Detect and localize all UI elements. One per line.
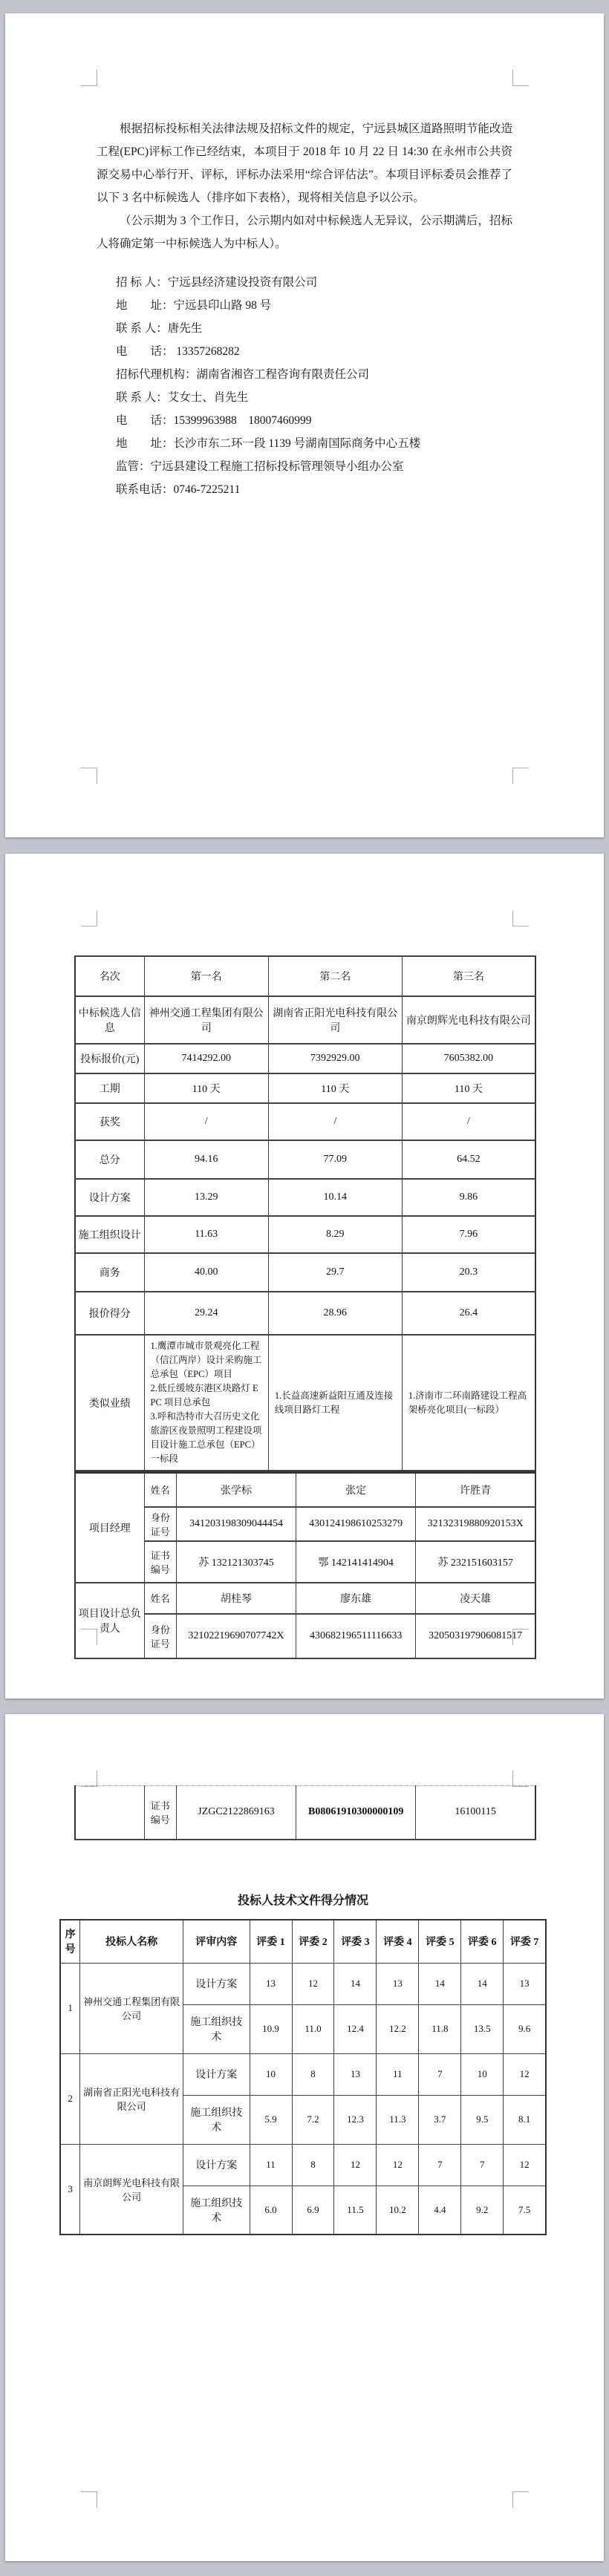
person-value-cell: 张定 [296, 1473, 416, 1507]
candidate-value-cell: 7392929.00 [268, 1044, 402, 1073]
achievement-item: 1.长益高速新益阳互通及连接线项目路灯工程 [274, 1390, 394, 1415]
score-cell: 8 [292, 2144, 334, 2186]
score-cell: 5.9 [250, 2095, 292, 2144]
person-value-cell: 32132319880920153X [416, 1507, 535, 1541]
person-value-cell: 张学标 [176, 1473, 296, 1507]
criteria-label-cell: 设计方案 [183, 2144, 250, 2186]
score-cell: 13 [377, 1963, 419, 2004]
score-cell: 10.9 [250, 2004, 292, 2053]
score-header-cell: 评委 2 [292, 1920, 334, 1963]
section-label-cell: 项目经理 [75, 1473, 144, 1583]
contact-line: 地 址：宁远县印山路 98 号 [116, 299, 272, 312]
contact-line: 招标代理机构：湖南省湘咨工程咨询有限责任公司 [116, 368, 370, 381]
score-cell: 6.0 [250, 2186, 292, 2235]
personnel-table [74, 1471, 536, 1659]
score-cell: 13 [504, 1963, 546, 2004]
candidate-value-cell: 77.09 [268, 1140, 402, 1179]
candidate-value-cell: 40.00 [144, 1253, 268, 1292]
score-header-cell: 序号 [60, 1920, 80, 1963]
candidate-value-cell: 29.7 [268, 1253, 402, 1292]
score-cell: 11 [250, 2144, 292, 2186]
field-label-cell: 身份证号 [144, 1614, 176, 1658]
score-cell: 13 [250, 1963, 292, 2004]
achievement-cell [144, 1335, 268, 1471]
bidder-no-cell: 3 [60, 2144, 80, 2235]
person-value-cell: 许胜青 [416, 1473, 535, 1507]
candidate-value-cell: 7.96 [402, 1216, 535, 1253]
certificate-value-cell: B08061910300000109 [296, 1786, 416, 1840]
score-cell: 9.6 [504, 2004, 546, 2053]
candidate-tables-wrap [74, 955, 536, 1659]
score-cell: 3.7 [419, 2095, 461, 2144]
margin-corner-mark [512, 70, 529, 86]
score-cell: 11.8 [419, 2004, 461, 2053]
row-label-cell: 获奖 [75, 1103, 144, 1140]
margin-corner-mark [81, 70, 97, 86]
score-cell: 7.5 [504, 2186, 546, 2235]
person-value-cell: 廖东雄 [296, 1583, 416, 1614]
rank-header-cell: 第三名 [402, 956, 535, 996]
field-label-cell: 身份证号 [144, 1507, 176, 1541]
row-label-cell: 报价得分 [75, 1292, 144, 1335]
row-label-cell: 中标候选人信息 [75, 996, 144, 1044]
candidate-value-cell: 29.24 [144, 1292, 268, 1335]
score-header-cell: 投标人名称 [80, 1920, 183, 1963]
row-label-cell: 工期 [75, 1073, 144, 1103]
page-2 [5, 854, 604, 1699]
score-cell: 10 [461, 2053, 504, 2095]
score-cell: 12 [334, 2144, 377, 2186]
candidate-value-cell: 13.29 [144, 1179, 268, 1216]
rank-label-cell: 名次 [75, 956, 144, 996]
achievement-item: 2.低丘缓坡东港区块路灯 EPC 项目总承包 [150, 1383, 258, 1408]
person-value-cell: 341203198309044454 [176, 1507, 296, 1541]
candidate-value-cell: 94.16 [144, 1140, 268, 1179]
field-label-cell: 证书编号 [144, 1541, 176, 1583]
person-value-cell: 430124198610253279 [296, 1507, 416, 1541]
achievement-item: 1.鹰潭市城市景观亮化工程（信江两岸）设计采购施工总承包（EPC）项目 [150, 1341, 262, 1379]
score-cell: 10 [250, 2053, 292, 2095]
row-label-cell: 投标报价(元) [75, 1044, 144, 1073]
candidate-value-cell: 110 天 [402, 1073, 535, 1103]
score-cell: 12 [292, 1963, 334, 2004]
section-label-cell: 项目设计总负责人 [75, 1583, 144, 1658]
technical-score-table [59, 1919, 547, 2235]
score-cell: 10.2 [377, 2186, 419, 2235]
criteria-label-cell: 施工组织技术 [183, 2186, 250, 2235]
candidate-value-cell: 7414292.00 [144, 1044, 268, 1073]
score-cell: 13 [334, 2053, 377, 2095]
score-header-cell: 评委 3 [334, 1920, 377, 1963]
person-value-cell: 胡桂琴 [176, 1583, 296, 1614]
score-cell: 12.3 [334, 2095, 377, 2144]
contact-line: 联 系 人：艾女士、肖先生 [116, 391, 249, 404]
certificate-value-cell: JZGC2122869163 [176, 1786, 296, 1840]
margin-corner-mark [81, 910, 97, 926]
candidate-value-cell: 神州交通工程集团有限公司 [144, 996, 268, 1044]
candidate-value-cell: / [402, 1103, 535, 1140]
margin-corner-mark [81, 768, 97, 784]
score-header-cell: 评委 6 [461, 1920, 504, 1963]
margin-corner-mark [81, 2491, 97, 2508]
candidate-value-cell: 11.63 [144, 1216, 268, 1253]
candidate-value-cell: 10.14 [268, 1179, 402, 1216]
score-cell: 12 [504, 2053, 546, 2095]
contact-block [97, 271, 512, 501]
score-header-cell: 评委 7 [504, 1920, 546, 1963]
rank-header-cell: 第二名 [268, 956, 402, 996]
person-value-cell: 苏 132121303745 [176, 1541, 296, 1583]
score-cell: 9.5 [461, 2095, 504, 2144]
candidate-value-cell: 8.29 [268, 1216, 402, 1253]
candidate-value-cell: 湖南省正阳光电科技有限公司 [268, 996, 402, 1044]
candidate-value-cell: 28.96 [268, 1292, 402, 1335]
score-cell: 6.9 [292, 2186, 334, 2235]
score-cell: 7.2 [292, 2095, 334, 2144]
bidder-name-cell: 神州交通工程集团有限公司 [80, 1963, 183, 2053]
candidate-value-cell: 26.4 [402, 1292, 535, 1335]
person-value-cell: 320503197906081517 [416, 1614, 535, 1658]
contact-line: 电 话：15399963988 18007460999 [116, 414, 312, 427]
candidate-value-cell: 9.86 [402, 1179, 535, 1216]
score-cell: 12 [377, 2144, 419, 2186]
candidate-value-cell: 7605382.00 [402, 1044, 535, 1073]
score-cell: 14 [419, 1963, 461, 2004]
score-cell: 11 [377, 2053, 419, 2095]
achievement-item: 3.呼和浩特市大召历史文化旅游区夜景照明工程建设项目设计施工总承包（EPC）一标段 [150, 1411, 262, 1464]
announcement-body [97, 117, 512, 501]
certificate-continuation-table [74, 1785, 536, 1840]
score-cell: 13.5 [461, 2004, 504, 2053]
score-cell: 12 [504, 2144, 546, 2186]
field-label-cell: 姓名 [144, 1473, 176, 1507]
candidate-value-cell: 南京朗辉光电科技有限公司 [402, 996, 535, 1044]
score-cell: 7 [419, 2144, 461, 2186]
criteria-label-cell: 施工组织技术 [183, 2095, 250, 2144]
candidate-value-cell: / [268, 1103, 402, 1140]
achievement-cell [268, 1335, 402, 1471]
contact-line: 招 标 人：宁远县经济建设投资有限公司 [116, 276, 318, 289]
achievement-item: 1.济南市二环南路建设工程高架桥亮化项目(一标段） [408, 1390, 527, 1415]
row-label-cell: 施工组织设计 [75, 1216, 144, 1253]
margin-corner-mark [512, 2491, 529, 2508]
candidate-value-cell: / [144, 1103, 268, 1140]
bidder-no-cell: 2 [60, 2053, 80, 2144]
publicity-period-paragraph: （公示期为 3 个工作日，公示期内如对中标候选人无异议，公示期满后，招标人将确定第一中标候选人为中标人）。 [97, 215, 512, 250]
contact-line: 电 话： 13357268282 [116, 345, 240, 358]
row-label-cell: 总分 [75, 1140, 144, 1179]
person-value-cell: 430682196511116633 [296, 1614, 416, 1658]
score-cell: 7 [419, 2053, 461, 2095]
score-cell: 12.4 [334, 2004, 377, 2053]
person-value-cell: 凌天雄 [416, 1583, 535, 1614]
score-cell: 9.2 [461, 2186, 504, 2235]
margin-corner-mark [512, 768, 529, 784]
section-label-cell [75, 1786, 144, 1840]
criteria-label-cell: 施工组织技术 [183, 2004, 250, 2053]
score-cell: 11.0 [292, 2004, 334, 2053]
contact-line: 地 址：长沙市东二环一段 1139 号湖南国际商务中心五楼 [116, 437, 421, 450]
achievement-cell [402, 1335, 535, 1471]
field-label-cell: 证书编号 [144, 1786, 176, 1840]
row-label-cell: 设计方案 [75, 1179, 144, 1216]
margin-corner-mark [81, 1771, 97, 1787]
bidder-name-cell: 南京朗辉光电科技有限公司 [80, 2144, 183, 2235]
score-cell: 12.2 [377, 2004, 419, 2053]
score-header-cell: 评委 1 [250, 1920, 292, 1963]
candidate-value-cell: 110 天 [144, 1073, 268, 1103]
page-3 [5, 1714, 604, 2561]
score-header-cell: 评委 4 [377, 1920, 419, 1963]
score-cell: 8.1 [504, 2095, 546, 2144]
contact-line: 联 系 人：唐先生 [116, 322, 203, 335]
bidder-no-cell: 1 [60, 1963, 80, 2053]
rank-header-cell: 第一名 [144, 956, 268, 996]
score-cell: 7 [461, 2144, 504, 2186]
bidder-name-cell: 湖南省正阳光电科技有限公司 [80, 2053, 183, 2144]
score-header-cell: 评审内容 [183, 1920, 250, 1963]
score-header-cell: 评委 5 [419, 1920, 461, 1963]
score-cell: 11.5 [334, 2186, 377, 2235]
person-value-cell: 苏 232151603157 [416, 1541, 535, 1583]
score-cell: 11.3 [377, 2095, 419, 2144]
candidate-value-cell: 64.52 [402, 1140, 535, 1179]
field-label-cell: 姓名 [144, 1583, 176, 1614]
margin-corner-mark [512, 1771, 529, 1787]
person-value-cell: 鄂 142141414904 [296, 1541, 416, 1583]
criteria-label-cell: 设计方案 [183, 2053, 250, 2095]
row-label-cell: 商务 [75, 1253, 144, 1292]
candidate-value-cell: 20.3 [402, 1253, 535, 1292]
score-cell: 8 [292, 2053, 334, 2095]
person-value-cell: 32102219690707742X [176, 1614, 296, 1658]
score-cell: 14 [461, 1963, 504, 2004]
certificate-value-cell: 16100115 [416, 1786, 535, 1840]
criteria-label-cell: 设计方案 [183, 1963, 250, 2004]
contact-line: 监管：宁远县建设工程施工招标投标管理领导小组办公室 [116, 460, 404, 473]
score-table-title: 投标人技术文件得分情况 [237, 1895, 368, 1907]
score-cell: 14 [334, 1963, 377, 2004]
margin-corner-mark [512, 910, 529, 926]
contact-line: 联系电话：0746-7225211 [116, 483, 241, 496]
score-cell: 4.4 [419, 2186, 461, 2235]
candidate-value-cell: 110 天 [268, 1073, 402, 1103]
row-label-cell: 类似业绩 [75, 1335, 144, 1471]
announcement-paragraph: 根据招标投标相关法律法规及招标文件的规定，宁远县城区道路照明节能改造工程(EPC)评标工作已经结束，本项目于 2018 年 10 月 22 日 14:30 在永州市公共资源交易中心举行开、评标，评标办法采用“综合评估法”。本项目评标委员会推荐了以下 3 名中标候选人（排序如下表格），现将相关信息予以公示。 [97, 122, 512, 204]
page-1 [5, 13, 604, 837]
candidate-ranking-table [74, 955, 536, 1471]
